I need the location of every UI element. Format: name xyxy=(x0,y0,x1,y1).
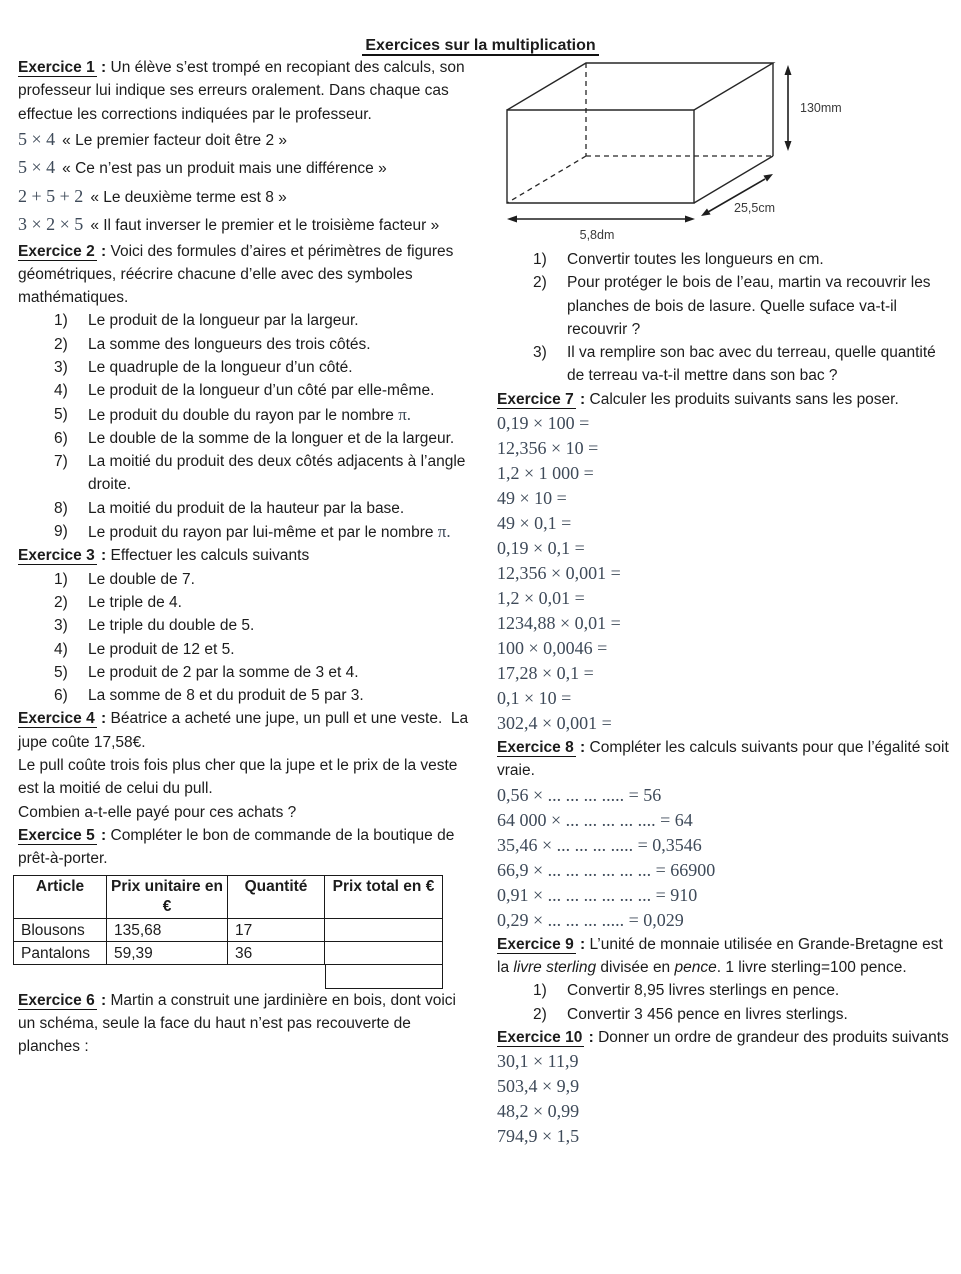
item-text: Convertir 3 456 pence en livres sterlings. xyxy=(567,1005,848,1023)
item-text: Convertir 8,95 livres sterlings en pence. xyxy=(567,982,840,1000)
table-cell-quantite: 36 xyxy=(228,942,325,965)
exercice-4-intro xyxy=(18,707,476,754)
exercice-8-heading: Exercice 8 xyxy=(497,739,574,757)
list-item xyxy=(18,497,476,520)
item-number: 6) xyxy=(54,429,68,447)
correction-line xyxy=(18,154,476,182)
exercice-10-heading: Exercice 10 xyxy=(497,1028,583,1046)
product-line: 17,28 × 0,1 = xyxy=(497,663,594,684)
exercice-1-text: Un élève s’est trompé en recopiant des calculs, son professeur lui indique ses erreurs oralement. Dans chaque cas effectue les corrections indiquées par le professeur. xyxy=(18,59,465,123)
column-header-article: Article xyxy=(13,875,107,919)
table-spacer xyxy=(13,965,107,989)
order-form-table xyxy=(13,875,443,989)
teacher-quote: « Ce n’est pas un produit mais une différence » xyxy=(62,160,387,178)
heading-separator: : xyxy=(96,710,111,728)
box-hidden-edges xyxy=(507,63,773,203)
item-number: 3) xyxy=(533,344,547,362)
item-number: 6) xyxy=(54,687,68,705)
exercice-7-text: Calculer les produits suivants sans les poser. xyxy=(589,390,899,408)
math-expression: 5 × 4 xyxy=(18,128,56,149)
correction-line xyxy=(18,126,476,154)
italic-term: pence xyxy=(674,958,717,976)
item-text: Pour protéger le bois de l’eau, martin va recouvrir les planches de bois de lasure. Quelle suface va-t-il recouvrir ? xyxy=(567,274,931,338)
equation-line: 35,46 × ... ... ... ..... = 0,3546 xyxy=(497,834,702,855)
item-number: 5) xyxy=(54,405,68,423)
item-text-part: Le produit du double du rayon par le nombre xyxy=(88,406,399,424)
heading-separator: : xyxy=(96,991,111,1009)
list-item xyxy=(18,379,476,402)
exercice-8-text: Compléter les calculs suivants pour que l’égalité soit vraie. xyxy=(497,739,949,780)
product-line: 0,19 × 0,1 = xyxy=(497,538,585,559)
list-item xyxy=(18,568,476,591)
arrow-head-icon xyxy=(763,174,773,182)
product-line: 794,9 × 1,5 xyxy=(497,1126,580,1147)
item-text: Le produit de 2 par la somme de 3 et 4. xyxy=(88,663,359,681)
correction-line xyxy=(18,183,476,211)
item-number: 4) xyxy=(54,640,68,658)
exercice-8-intro xyxy=(497,736,952,783)
item-number: 3) xyxy=(54,617,68,635)
math-expression: 5 × 4 xyxy=(18,157,56,178)
product-line: 12,356 × 0,001 = xyxy=(497,563,621,584)
pi-symbol: π. xyxy=(437,522,451,542)
exercice-4-heading: Exercice 4 xyxy=(18,710,95,728)
product-line: 48,2 × 0,99 xyxy=(497,1101,580,1122)
item-number: 1) xyxy=(533,982,547,1000)
product-line: 100 × 0,0046 = xyxy=(497,638,608,659)
list-item xyxy=(18,684,476,707)
product-line: 49 × 10 = xyxy=(497,488,567,509)
teacher-quote: « Le premier facteur doit être 2 » xyxy=(62,131,288,149)
product-line: 1234,88 × 0,01 = xyxy=(497,613,621,634)
table-cell-article: Blousons xyxy=(13,919,107,942)
item-text: Il va remplire son bac avec du terreau, quelle quantité de terreau va-t-il mettre dans son bac ? xyxy=(567,344,936,385)
item-text xyxy=(88,403,476,427)
exercice-6-text: Martin a construit une jardinière en bois, dont voici un schéma, seule la face du haut n’est pas recouverte de planches : xyxy=(18,991,456,1056)
item-text: Le quadruple de la longueur d’un côté. xyxy=(88,359,353,376)
exercice-5-text: Compléter le bon de commande de la boutique de prêt-à-porter. xyxy=(18,826,455,868)
list-item xyxy=(497,979,952,1002)
product-line: 1,2 × 0,01 = xyxy=(497,588,585,609)
item-number: 1) xyxy=(533,251,547,268)
exercice-1-intro xyxy=(18,56,476,126)
item-text: Le double de la somme de la longuer et de la largeur. xyxy=(88,429,455,447)
exercice-9-text-part: L’unité de monnaie utilisée en Grande-Bretagne est la xyxy=(497,935,943,976)
item-text: La moitié du produit de la hauteur par la base. xyxy=(88,499,405,517)
arrow-head-icon xyxy=(701,209,711,217)
exercice-3-heading: Exercice 3 xyxy=(18,547,95,565)
item-number: 2) xyxy=(54,593,68,611)
title-row xyxy=(0,34,961,57)
item-number: 5) xyxy=(54,663,68,681)
math-expression: 2 + 5 + 2 xyxy=(18,185,84,206)
heading-separator: : xyxy=(575,390,590,408)
exercice-6-intro xyxy=(18,989,476,1059)
table-cell-prix-total-empty xyxy=(325,919,443,942)
exercice-7-intro xyxy=(497,388,952,411)
item-text: Le produit de la longueur d’un côté par elle-même. xyxy=(88,382,435,400)
page-title: Exercices sur la multiplication xyxy=(362,37,598,56)
height-dimension-label: 130mm xyxy=(800,101,842,115)
heading-separator: : xyxy=(96,826,111,844)
exercice-4-line: Le pull coûte trois fois plus cher que la jupe et le prix de la veste est la moitié de celui du pull. xyxy=(18,757,458,798)
item-text: La moitié du produit des deux côtés adjacents à l’angle droite. xyxy=(88,453,466,494)
exercice-9-intro xyxy=(497,933,952,980)
product-line: 302,4 × 0,001 = xyxy=(497,713,612,734)
product-line: 12,356 × 10 = xyxy=(497,438,599,459)
item-text: Convertir toutes les longueurs en cm. xyxy=(567,251,824,268)
list-item xyxy=(18,638,476,661)
list-item xyxy=(18,614,476,637)
width-dimension-label: 5,8dm xyxy=(579,228,615,242)
item-number: 9) xyxy=(54,523,68,541)
item-text: La somme des longueurs des trois côtés. xyxy=(88,335,371,353)
table-cell-quantite: 17 xyxy=(228,919,325,942)
box-top-face xyxy=(507,63,773,110)
product-line: 1,2 × 1 000 = xyxy=(497,463,594,484)
list-item xyxy=(497,1003,952,1026)
exercice-10-intro xyxy=(497,1026,952,1049)
right-column xyxy=(497,55,952,1149)
exercice-4-question: Combien a-t-elle payé pour ces achats ? xyxy=(18,803,297,821)
exercice-10-text: Donner un ordre de grandeur des produits suivants xyxy=(598,1028,949,1046)
exercice-9-heading: Exercice 9 xyxy=(497,935,574,953)
product-line: 49 × 0,1 = xyxy=(497,513,572,534)
item-number: 3) xyxy=(54,359,68,376)
italic-term: livre sterling xyxy=(513,958,597,976)
item-text: Le triple de 4. xyxy=(88,593,182,611)
item-text: Le double de 7. xyxy=(88,570,195,588)
heading-separator: : xyxy=(96,242,111,260)
heading-separator: : xyxy=(575,739,590,757)
column-header-prix-total: Prix total en € xyxy=(325,875,443,919)
arrow-head-icon xyxy=(785,141,792,151)
column-header-prix-unitaire: Prix unitaire en € xyxy=(107,875,228,919)
list-item xyxy=(497,248,952,271)
heading-separator: : xyxy=(96,547,111,565)
item-number: 1) xyxy=(54,312,68,330)
list-item xyxy=(497,341,952,388)
item-number: 2) xyxy=(54,335,68,353)
table-cell-prix-total-empty xyxy=(325,942,443,965)
exercice-9-text-part: . 1 livre sterling=100 pence. xyxy=(716,958,907,976)
exercice-5-heading: Exercice 5 xyxy=(18,826,95,844)
exercice-2-intro xyxy=(18,240,476,310)
left-column xyxy=(18,56,476,1058)
teacher-quote: « Il faut inverser le premier et le troisième facteur » xyxy=(90,217,440,235)
item-number: 7) xyxy=(54,453,68,471)
equation-line: 64 000 × ... ... ... ... .... = 64 xyxy=(497,809,693,830)
product-line: 0,19 × 100 = xyxy=(497,413,590,434)
item-number: 2) xyxy=(533,274,547,292)
list-item xyxy=(18,333,476,356)
item-text xyxy=(88,520,476,544)
depth-dimension-label: 25,5cm xyxy=(734,201,775,215)
correction-line xyxy=(18,211,476,239)
item-number: 1) xyxy=(54,570,68,588)
product-line: 503,4 × 9,9 xyxy=(497,1076,580,1097)
list-item xyxy=(18,520,476,544)
item-number: 2) xyxy=(533,1005,547,1023)
exercice-5-intro xyxy=(18,824,476,871)
exercice-3-intro xyxy=(18,544,476,567)
table-cell-prix-unitaire: 135,68 xyxy=(107,919,228,942)
exercice-2-text: Voici des formules d’aires et périmètres de figures géométriques, réécrire chacune d’elle avec des symboles mathématiques. xyxy=(18,242,454,307)
list-item xyxy=(18,403,476,427)
list-item xyxy=(18,427,476,450)
item-text-part: Le produit du rayon par lui-même et par le nombre xyxy=(88,524,438,542)
list-item xyxy=(497,271,952,341)
exercice-9-text-part: divisée en xyxy=(596,958,675,976)
exercice-1-heading: Exercice 1 xyxy=(18,59,95,76)
column-header-quantite: Quantité xyxy=(228,875,325,919)
box-front-face xyxy=(507,110,694,203)
item-number: 8) xyxy=(54,499,68,517)
heading-separator: : xyxy=(575,935,590,953)
list-item xyxy=(18,661,476,684)
heading-separator: : xyxy=(96,59,111,76)
product-line: 0,1 × 10 = xyxy=(497,688,572,709)
item-text: Le produit de la longueur par la largeur. xyxy=(88,312,359,330)
list-item xyxy=(18,356,476,379)
exercice-7-heading: Exercice 7 xyxy=(497,390,574,408)
arrow-head-icon xyxy=(507,216,517,223)
exercice-2-heading: Exercice 2 xyxy=(18,242,95,260)
item-text: Le triple du double de 5. xyxy=(88,617,255,635)
table-spacer xyxy=(107,965,228,989)
table-cell-article: Pantalons xyxy=(13,942,107,965)
list-item xyxy=(18,591,476,614)
list-item xyxy=(18,450,476,497)
equation-line: 0,56 × ... ... ... ..... = 56 xyxy=(497,784,662,805)
arrow-head-icon xyxy=(685,216,695,223)
table-cell-prix-unitaire: 59,39 xyxy=(107,942,228,965)
jardiniere-box-diagram xyxy=(497,55,949,248)
teacher-quote: « Le deuxième terme est 8 » xyxy=(90,188,287,206)
exercice-6-heading: Exercice 6 xyxy=(18,991,95,1009)
exercice-3-text: Effectuer les calculs suivants xyxy=(110,547,310,565)
list-item xyxy=(18,309,476,332)
product-line: 30,1 × 11,9 xyxy=(497,1051,579,1072)
item-number: 4) xyxy=(54,382,68,400)
equation-line: 66,9 × ... ... ... ... ... ... = 66900 xyxy=(497,859,716,880)
table-cell-total-empty xyxy=(325,965,443,989)
heading-separator: : xyxy=(584,1028,599,1046)
equation-line: 0,29 × ... ... ... ..... = 0,029 xyxy=(497,909,684,930)
item-text: La somme de 8 et du produit de 5 par 3. xyxy=(88,687,364,705)
math-expression: 3 × 2 × 5 xyxy=(18,214,84,235)
arrow-head-icon xyxy=(785,65,792,75)
pi-symbol: π. xyxy=(398,404,412,424)
exercice-4-text: Béatrice a acheté une jupe, un pull et une veste. La jupe coûte 17,58€. xyxy=(18,710,473,751)
equation-line: 0,91 × ... ... ... ... ... ... = 910 xyxy=(497,884,698,905)
item-text: Le produit de 12 et 5. xyxy=(88,640,235,658)
table-spacer xyxy=(228,965,325,989)
